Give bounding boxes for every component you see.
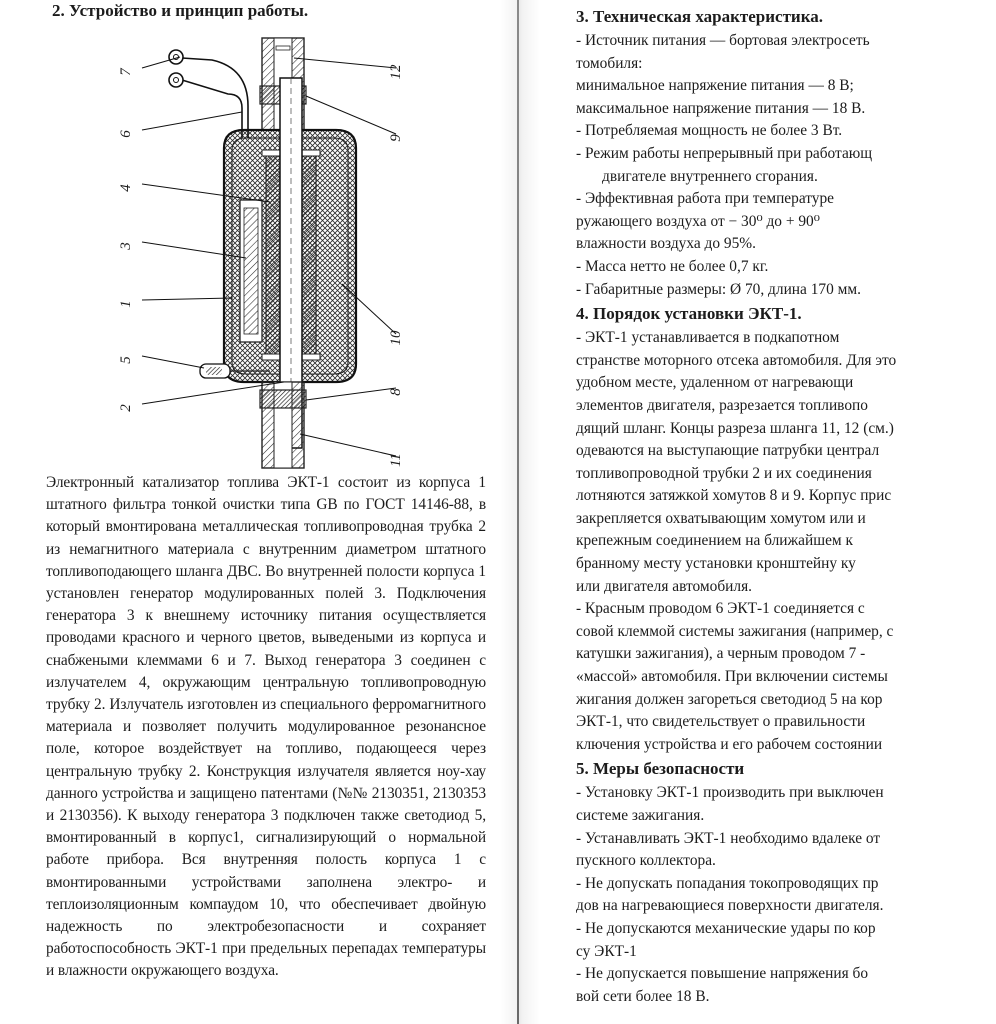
install-line: катушки зажигания), а черным проводом 7 - (576, 645, 866, 663)
install-line: ‑ ЭКТ-1 устанавливается в подкапотном (576, 329, 840, 347)
section-2-heading: 2. Устройство и принцип работы. (52, 1, 309, 20)
spec-line: двигателе внутреннего сгорания. (602, 167, 818, 185)
spec-line: минимальное напряжение питания — 8 В; (576, 77, 854, 95)
safety-line: ‑ Не допускать попадания токопроводящих пр (576, 874, 879, 892)
page-fold (517, 0, 519, 1024)
callout-1: 1 (118, 300, 134, 308)
install-line: удобном месте, удаленном от нагревающи (576, 374, 854, 392)
callout-12: 12 (388, 64, 404, 80)
left-page (0, 0, 496, 1024)
spec-line: ‑ Эффективная работа при температуре (576, 190, 835, 208)
generator-block (240, 200, 262, 342)
device-drawing (120, 38, 420, 468)
device-cross-section-figure (120, 38, 420, 468)
callout-9: 9 (388, 134, 404, 142)
spec-line: ‑ Масса нетто не более 0,7 кг. (576, 257, 769, 275)
lower-hose (260, 382, 306, 468)
install-line: бранному месту установки кронштейну ку (576, 555, 856, 573)
safety-line: ‑ Установку ЭКТ-1 производить при выключен (576, 784, 884, 802)
install-line: странстве моторного отсека автомобиля. Для это (576, 351, 897, 369)
power-wires (169, 50, 248, 138)
install-line: закрепляется охватывающим хомутом или и (576, 509, 866, 527)
install-line: одеваются на выступающие патрубки централ (576, 442, 880, 460)
install-line: элементов двигателя, разрезается топливопо (576, 396, 868, 414)
spec-line: ‑ Потребляемая мощность не более 3 Вт. (576, 122, 843, 140)
safety-line: ‑ Не допускается повышение напряжения бо (576, 965, 869, 983)
install-line: ЭКТ-1, что свидетельствует о правильности (576, 713, 866, 731)
section-3-heading: 3. Техническая характеристика. (576, 7, 824, 26)
spec-line: ружающего воздуха от − 30⁰ до + 90⁰ (576, 212, 820, 230)
specifications-block (576, 30, 996, 301)
install-line: ключения устройства и его рабочем состоянии (576, 735, 883, 753)
safety-line: пускного коллектора. (576, 852, 716, 870)
callout-7: 7 (118, 68, 134, 76)
right-column (576, 4, 996, 1008)
install-line: топливопроводной трубки 2 и их соединения (576, 464, 872, 482)
spec-line: ‑ Габаритные размеры: Ø 70, длина 170 мм. (576, 280, 861, 298)
callout-3: 3 (118, 242, 134, 250)
install-line: или двигателя автомобиля. (576, 577, 752, 595)
spec-line: влажности воздуха до 95%. (576, 235, 756, 253)
install-line: жигания должен загореться светодиод 5 на кор (576, 690, 883, 708)
callout-8: 8 (388, 388, 404, 396)
install-line: крепежным соединением на ближайшем к (576, 532, 853, 550)
right-page (524, 0, 979, 1024)
spec-line: томобиля: (576, 54, 643, 72)
spec-line: ‑ Режим работы непрерывный при работающ (576, 144, 873, 162)
safety-line: дов на нагревающиеся поверхности двигателя. (576, 897, 884, 915)
safety-line: вой сети более 18 В. (576, 987, 710, 1005)
spec-line: ‑ Источник питания — бортовая электросеть (576, 32, 870, 49)
callout-4: 4 (118, 184, 134, 192)
install-line: дящий шланг. Концы разреза шланга 11, 12 (см.) (576, 419, 894, 437)
safety-block (576, 782, 996, 1008)
safety-line: системе зажигания. (576, 807, 705, 824)
callout-5: 5 (118, 356, 134, 364)
install-line: ‑ Красным проводом 6 ЭКТ-1 соединяется с (576, 600, 865, 618)
section-5-heading: 5. Меры безопасности (576, 759, 745, 779)
section-4-heading: 4. Порядок установки ЭКТ-1. (576, 304, 802, 324)
install-line: «массой» автомобиля. При включении системы (576, 668, 888, 686)
device-description-paragraph: Электронный катализатор топлива ЭКТ-1 состоит из корпуса 1 штатного фильтра тонкой очистки типа GB по ГОСТ 14146-88, в который вмонтирована металлическая топливопроводная трубка 2 из немагнитного материала с внутренним диаметром штатного топливоподающего шланга ДВС. Во внутренней полости корпуса 1 установлен генератор модулированных полей 3. Подключения генератора 3 к внешнему источнику питания осуществляется проводами красного и черного цветов, выведеными из корпуса и снабжеными клеммами 6 и 7. Выход генератора 3 соединен с излучателем 4, окружающим центральную топливопроводную трубку 2. Излучатель изготовлен из специального ферромагнитного материала и позволяет получить модулированное резонансное поле, которое воздействует на топливо, подающееся через центральную трубку 2. Конструкция излучателя является ноу-хау данного устройства и защищено патентами (№№ 2130351, 2130353 и 2130356). К выходу генератора 3 подключен также светодиод 5, вмонтированный в корпус1, сигнализирующий о нормальной работе прибора. Вся внутренняя полость корпуса 1 с вмонтированными устройствами заполнена электро- и теплоизоляционным компаудом 10, что обеспечивает двойную надежность по электробезопасности и сохраняет работоспособность ЭКТ-1 при предельных перепадах температуры и влажности окружающего воздуха. (46, 474, 486, 980)
installation-block (576, 327, 996, 756)
install-line: совой клеммой системы зажигания (например, с (576, 622, 894, 640)
safety-line: су ЭКТ-1 (576, 942, 637, 960)
safety-line: ‑ Не допускаются механические удары по кор (576, 919, 876, 937)
spec-line: максимальное напряжение питания — 18 В. (576, 99, 866, 117)
callout-11: 11 (388, 453, 404, 467)
install-line: лотняются затяжкой хомутов 8 и 9. Корпус прис (576, 487, 892, 505)
callout-10: 10 (388, 330, 404, 346)
safety-line: ‑ Устанавливать ЭКТ-1 необходимо вдалеке от (576, 829, 881, 847)
callout-6: 6 (118, 130, 134, 138)
callout-2: 2 (118, 404, 134, 412)
